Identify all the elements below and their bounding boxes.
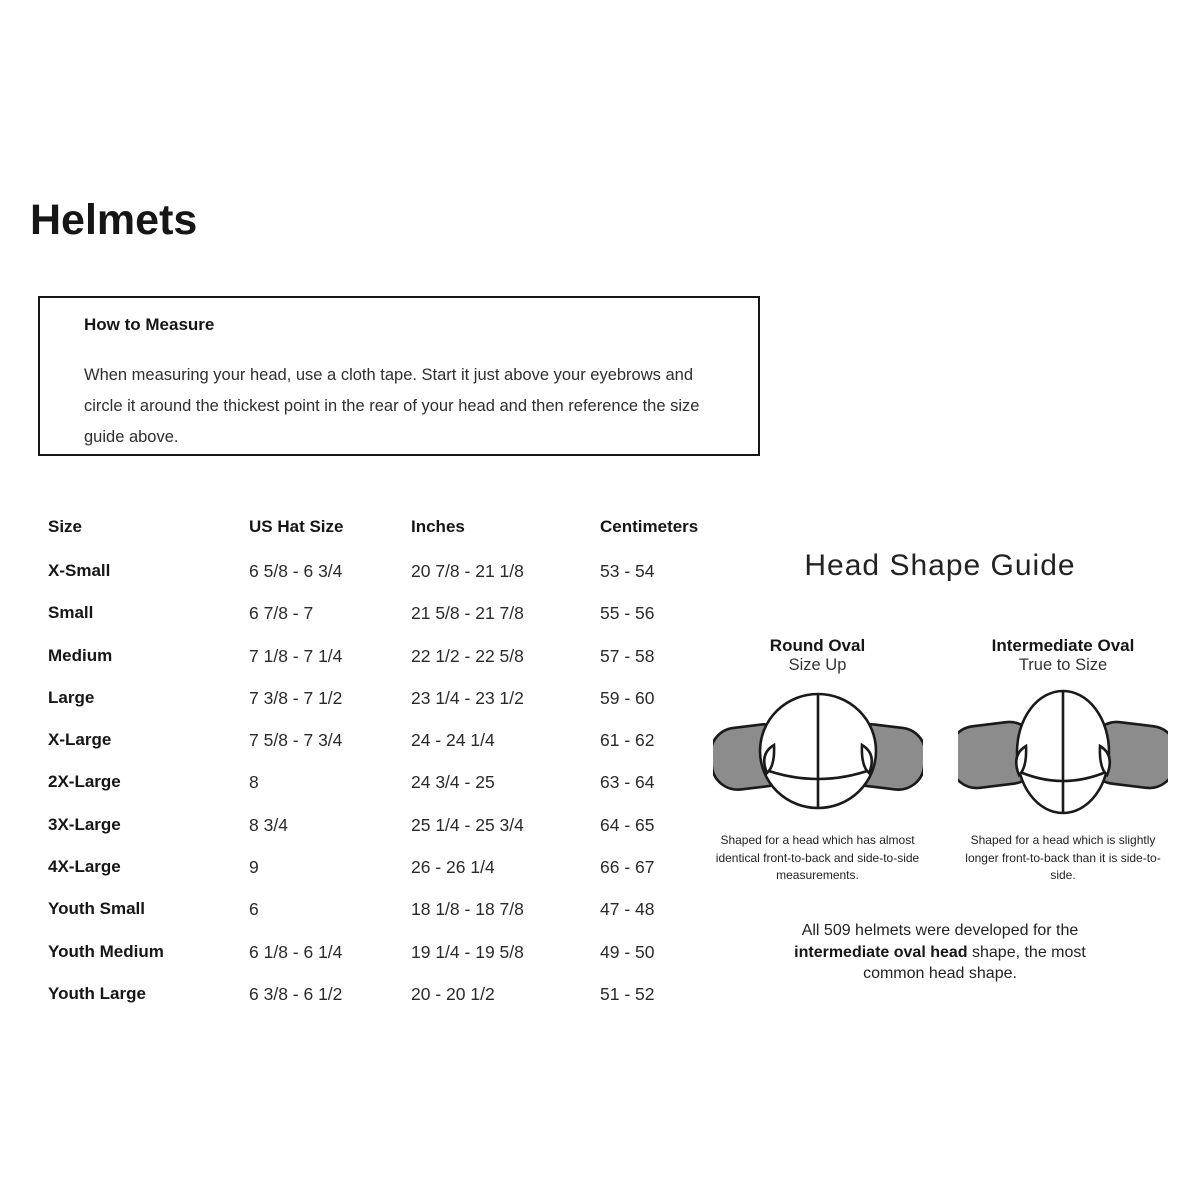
- helmet-development-note: [775, 920, 1105, 985]
- table-row: [48, 561, 708, 603]
- inches-cell: 19 1/4 - 19 5/8: [411, 941, 524, 962]
- page-title: Helmets: [30, 196, 198, 244]
- table-row: [48, 815, 708, 857]
- round-oval-shape-column: [700, 636, 935, 885]
- inches-cell: 22 1/2 - 22 5/8: [411, 645, 524, 666]
- inches-cell: 20 7/8 - 21 1/8: [411, 561, 524, 581]
- centimeters-cell: 49 - 50: [600, 941, 655, 962]
- inches-cell: 20 - 20 1/2: [411, 983, 495, 1004]
- helmet-size-table: [48, 517, 708, 1026]
- us-hat-size-cell: 6 5/8 - 6 3/4: [249, 561, 343, 581]
- inches-cell: 21 5/8 - 21 7/8: [411, 603, 524, 624]
- shape-name: Intermediate Oval: [991, 636, 1135, 655]
- table-row: [48, 942, 708, 984]
- inches-cell: 25 1/4 - 25 3/4: [411, 814, 524, 835]
- table-row: [48, 646, 708, 688]
- size-cell: Youth Small: [48, 899, 145, 919]
- us-hat-size-cell: 6 1/8 - 6 1/4: [249, 941, 343, 962]
- centimeters-cell: 47 - 48: [600, 899, 655, 920]
- size-table-body: [48, 561, 708, 1026]
- intermediate-oval-head-top-view-icon: [958, 688, 1168, 830]
- column-header-inches: Inches: [411, 517, 465, 536]
- centimeters-cell: 63 - 64: [600, 772, 655, 793]
- centimeters-cell: 51 - 52: [600, 983, 655, 1004]
- inches-cell: 23 1/4 - 23 1/2: [411, 687, 524, 708]
- us-hat-size-cell: 6 7/8 - 7: [249, 603, 314, 624]
- us-hat-size-cell: 7 1/8 - 7 1/4: [249, 645, 343, 666]
- shape-description: Shaped for a head which is slightly longer front-to-back than it is side-to-side.: [965, 833, 1161, 882]
- us-hat-size-cell: 8: [249, 772, 259, 793]
- size-cell: Youth Large: [48, 983, 146, 1003]
- size-cell: Large: [48, 687, 95, 707]
- centimeters-cell: 59 - 60: [600, 687, 655, 708]
- us-hat-size-cell: 7 3/8 - 7 1/2: [249, 687, 343, 708]
- size-cell: X-Large: [48, 730, 112, 750]
- size-cell: 2X-Large: [48, 772, 121, 792]
- size-cell: Youth Medium: [48, 941, 164, 961]
- column-header-size: Size: [48, 517, 83, 536]
- size-cell: 3X-Large: [48, 814, 121, 834]
- table-row: [48, 857, 708, 899]
- centimeters-cell: 64 - 65: [600, 814, 655, 835]
- size-cell: X-Small: [48, 561, 111, 580]
- us-hat-size-cell: 6 3/8 - 6 1/2: [249, 983, 343, 1004]
- note-suffix: shape, the most common head shape.: [863, 943, 1086, 982]
- shape-fit-advice: True to Size: [1018, 656, 1108, 674]
- centimeters-cell: 53 - 54: [600, 561, 655, 581]
- centimeters-cell: 61 - 62: [600, 730, 655, 751]
- intermediate-oval-shape-column: [943, 636, 1183, 885]
- shape-fit-advice: Size Up: [788, 656, 847, 674]
- how-to-measure-box: [38, 296, 760, 456]
- table-row: [48, 730, 708, 772]
- size-cell: Small: [48, 603, 94, 623]
- inches-cell: 24 3/4 - 25: [411, 772, 495, 793]
- round-oval-head-top-view-icon: [713, 688, 923, 830]
- how-to-measure-heading: How to Measure: [84, 315, 215, 334]
- size-table-header-row: [48, 517, 708, 561]
- centimeters-cell: 55 - 56: [600, 603, 655, 624]
- table-row: [48, 899, 708, 941]
- inches-cell: 26 - 26 1/4: [411, 857, 495, 878]
- note-prefix: All 509 helmets were developed for the: [801, 922, 1079, 939]
- centimeters-cell: 66 - 67: [600, 857, 655, 878]
- us-hat-size-cell: 9: [249, 857, 259, 878]
- us-hat-size-cell: 8 3/4: [249, 814, 288, 835]
- column-header-us-hat-size: US Hat Size: [249, 517, 344, 536]
- head-shape-guide-title: Head Shape Guide: [804, 549, 1076, 582]
- table-row: [48, 688, 708, 730]
- table-row: [48, 603, 708, 645]
- table-row: [48, 772, 708, 814]
- shape-name: Round Oval: [769, 636, 866, 655]
- how-to-measure-body: When measuring your head, use a cloth tape. Start it just above your eyebrows and circle it around the thickest point in the rear of your head and then reference the size guide above.: [84, 366, 700, 446]
- shape-description: Shaped for a head which has almost identical front-to-back and side-to-side measurements.: [715, 833, 920, 882]
- note-bold: intermediate oval head: [794, 943, 968, 961]
- centimeters-cell: 57 - 58: [600, 645, 655, 666]
- inches-cell: 24 - 24 1/4: [411, 730, 495, 751]
- table-row: [48, 984, 708, 1026]
- us-hat-size-cell: 6: [249, 899, 259, 920]
- inches-cell: 18 1/8 - 18 7/8: [411, 899, 524, 920]
- column-header-centimeters: Centimeters: [600, 517, 699, 536]
- size-cell: 4X-Large: [48, 857, 121, 877]
- size-cell: Medium: [48, 645, 113, 665]
- us-hat-size-cell: 7 5/8 - 7 3/4: [249, 730, 343, 751]
